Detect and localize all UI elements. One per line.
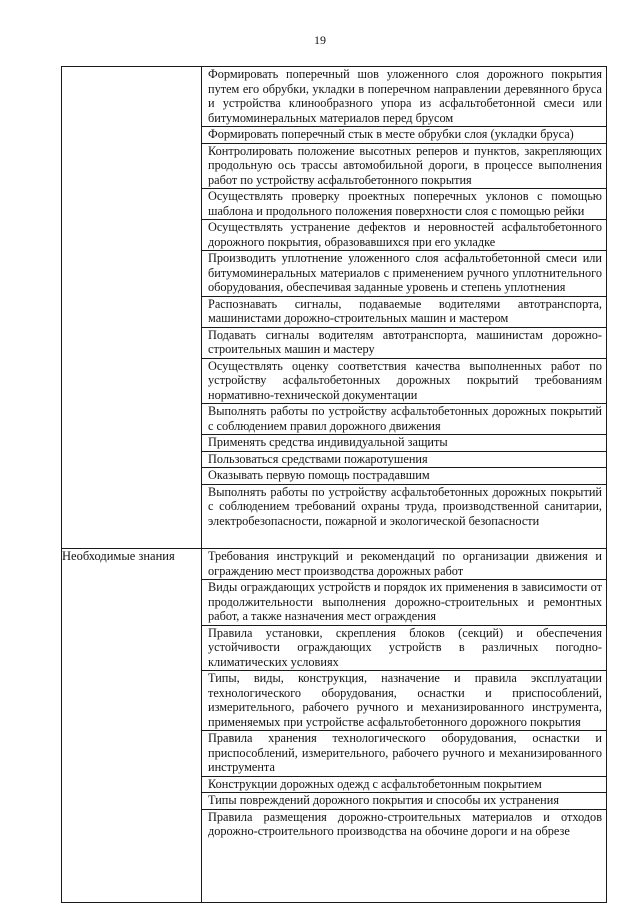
list-item: Применять средства индивидуальной защиты [202, 435, 606, 452]
list-item: Пользоваться средствами пожаротушения [202, 452, 606, 469]
section-row-skills [62, 67, 607, 549]
list-item: Типы, виды, конструкция, назначение и правила эксплуатации технологического оборудования, оснастки и приспособлений, измерительного, рабочего ручного и механизированного инструмента, применяемых при устройстве асфальтобетонного дорожного покрытия [202, 671, 606, 731]
list-item: Правила установки, скрепления блоков (секций) и обеспечения устойчивости ограждающих устройств в различных погодно-климатических условиях [202, 626, 606, 672]
list-item: Распознавать сигналы, подаваемые водителями автотранспорта, машинистами дорожно-строительных машин и мастером [202, 297, 606, 328]
list-item: Формировать поперечный шов уложенного слоя дорожного покрытия путем его обрубки, укладки в поперечном направлении деревянного бруса и устройства клинообразного упора из асфальтобетонной смеси или битумоминеральных материалов перед брусом [202, 67, 606, 127]
list-item: Подавать сигналы водителям автотранспорта, машинистам дорожно-строительных машин и мастеру [202, 328, 606, 359]
section-items [202, 549, 607, 903]
list-item: Оказывать первую помощь пострадавшим [202, 468, 606, 485]
list-item: Осуществлять проверку проектных поперечных уклонов с помощью шаблона и продольного положения поверхности слоя с помощью рейки [202, 189, 606, 220]
list-item: Конструкции дорожных одежд с асфальтобетонным покрытием [202, 777, 606, 794]
list-item: Производить уплотнение уложенного слоя асфальтобетонной смеси или битумоминеральных материалов с применением ручного уплотнительного оборудования, обеспечивая заданные уровень и степень уплотнения [202, 251, 606, 297]
list-item: Типы повреждений дорожного покрытия и способы их устранения [202, 793, 606, 810]
list-item: Правила размещения дорожно-строительных материалов и отходов дорожно-строительного производства на обочине дороги и на обрезе [208, 809, 602, 838]
list-item: Требования инструкций и рекомендаций по организации движения и ограждению мест производства дорожных работ [202, 549, 606, 580]
section-label: Необходимые знания [62, 549, 202, 903]
section-label [62, 67, 202, 549]
page-number: 19 [314, 33, 326, 47]
list-item: Виды ограждающих устройств и порядок их применения в зависимости от продолжительности выполнения дорожно-строительных и ремонтных работ, а также назначения мест ограждения [202, 580, 606, 626]
competency-table [61, 66, 607, 903]
list-item: Правила хранения технологического оборудования, оснастки и приспособлений, измерительного, рабочего ручного и механизированного инструмента [202, 731, 606, 777]
list-item: Выполнять работы по устройству асфальтобетонных дорожных покрытий с соблюдением требований охраны труда, производственной санитарии, электробезопасности, пожарной и экологической безопасности [208, 484, 602, 528]
list-item: Осуществлять устранение дефектов и неровностей асфальтобетонного дорожного покрытия, образовавшихся при его укладке [202, 220, 606, 251]
list-item: Выполнять работы по устройству асфальтобетонных дорожных покрытий с соблюдением правил дорожного движения [202, 404, 606, 435]
section-items [202, 67, 607, 549]
list-item: Формировать поперечный стык в месте обрубки слоя (укладки бруса) [202, 127, 606, 144]
section-row-knowledge [62, 549, 607, 903]
list-item: Контролировать положение высотных реперов и пунктов, закрепляющих продольную ось трассы автомобильной дороги, в процессе выполнения работ по устройству асфальтобетонного покрытия [202, 144, 606, 190]
list-item: Осуществлять оценку соответствия качества выполненных работ по устройству асфальтобетонных дорожных покрытий требованиям нормативно-технической документации [202, 359, 606, 405]
